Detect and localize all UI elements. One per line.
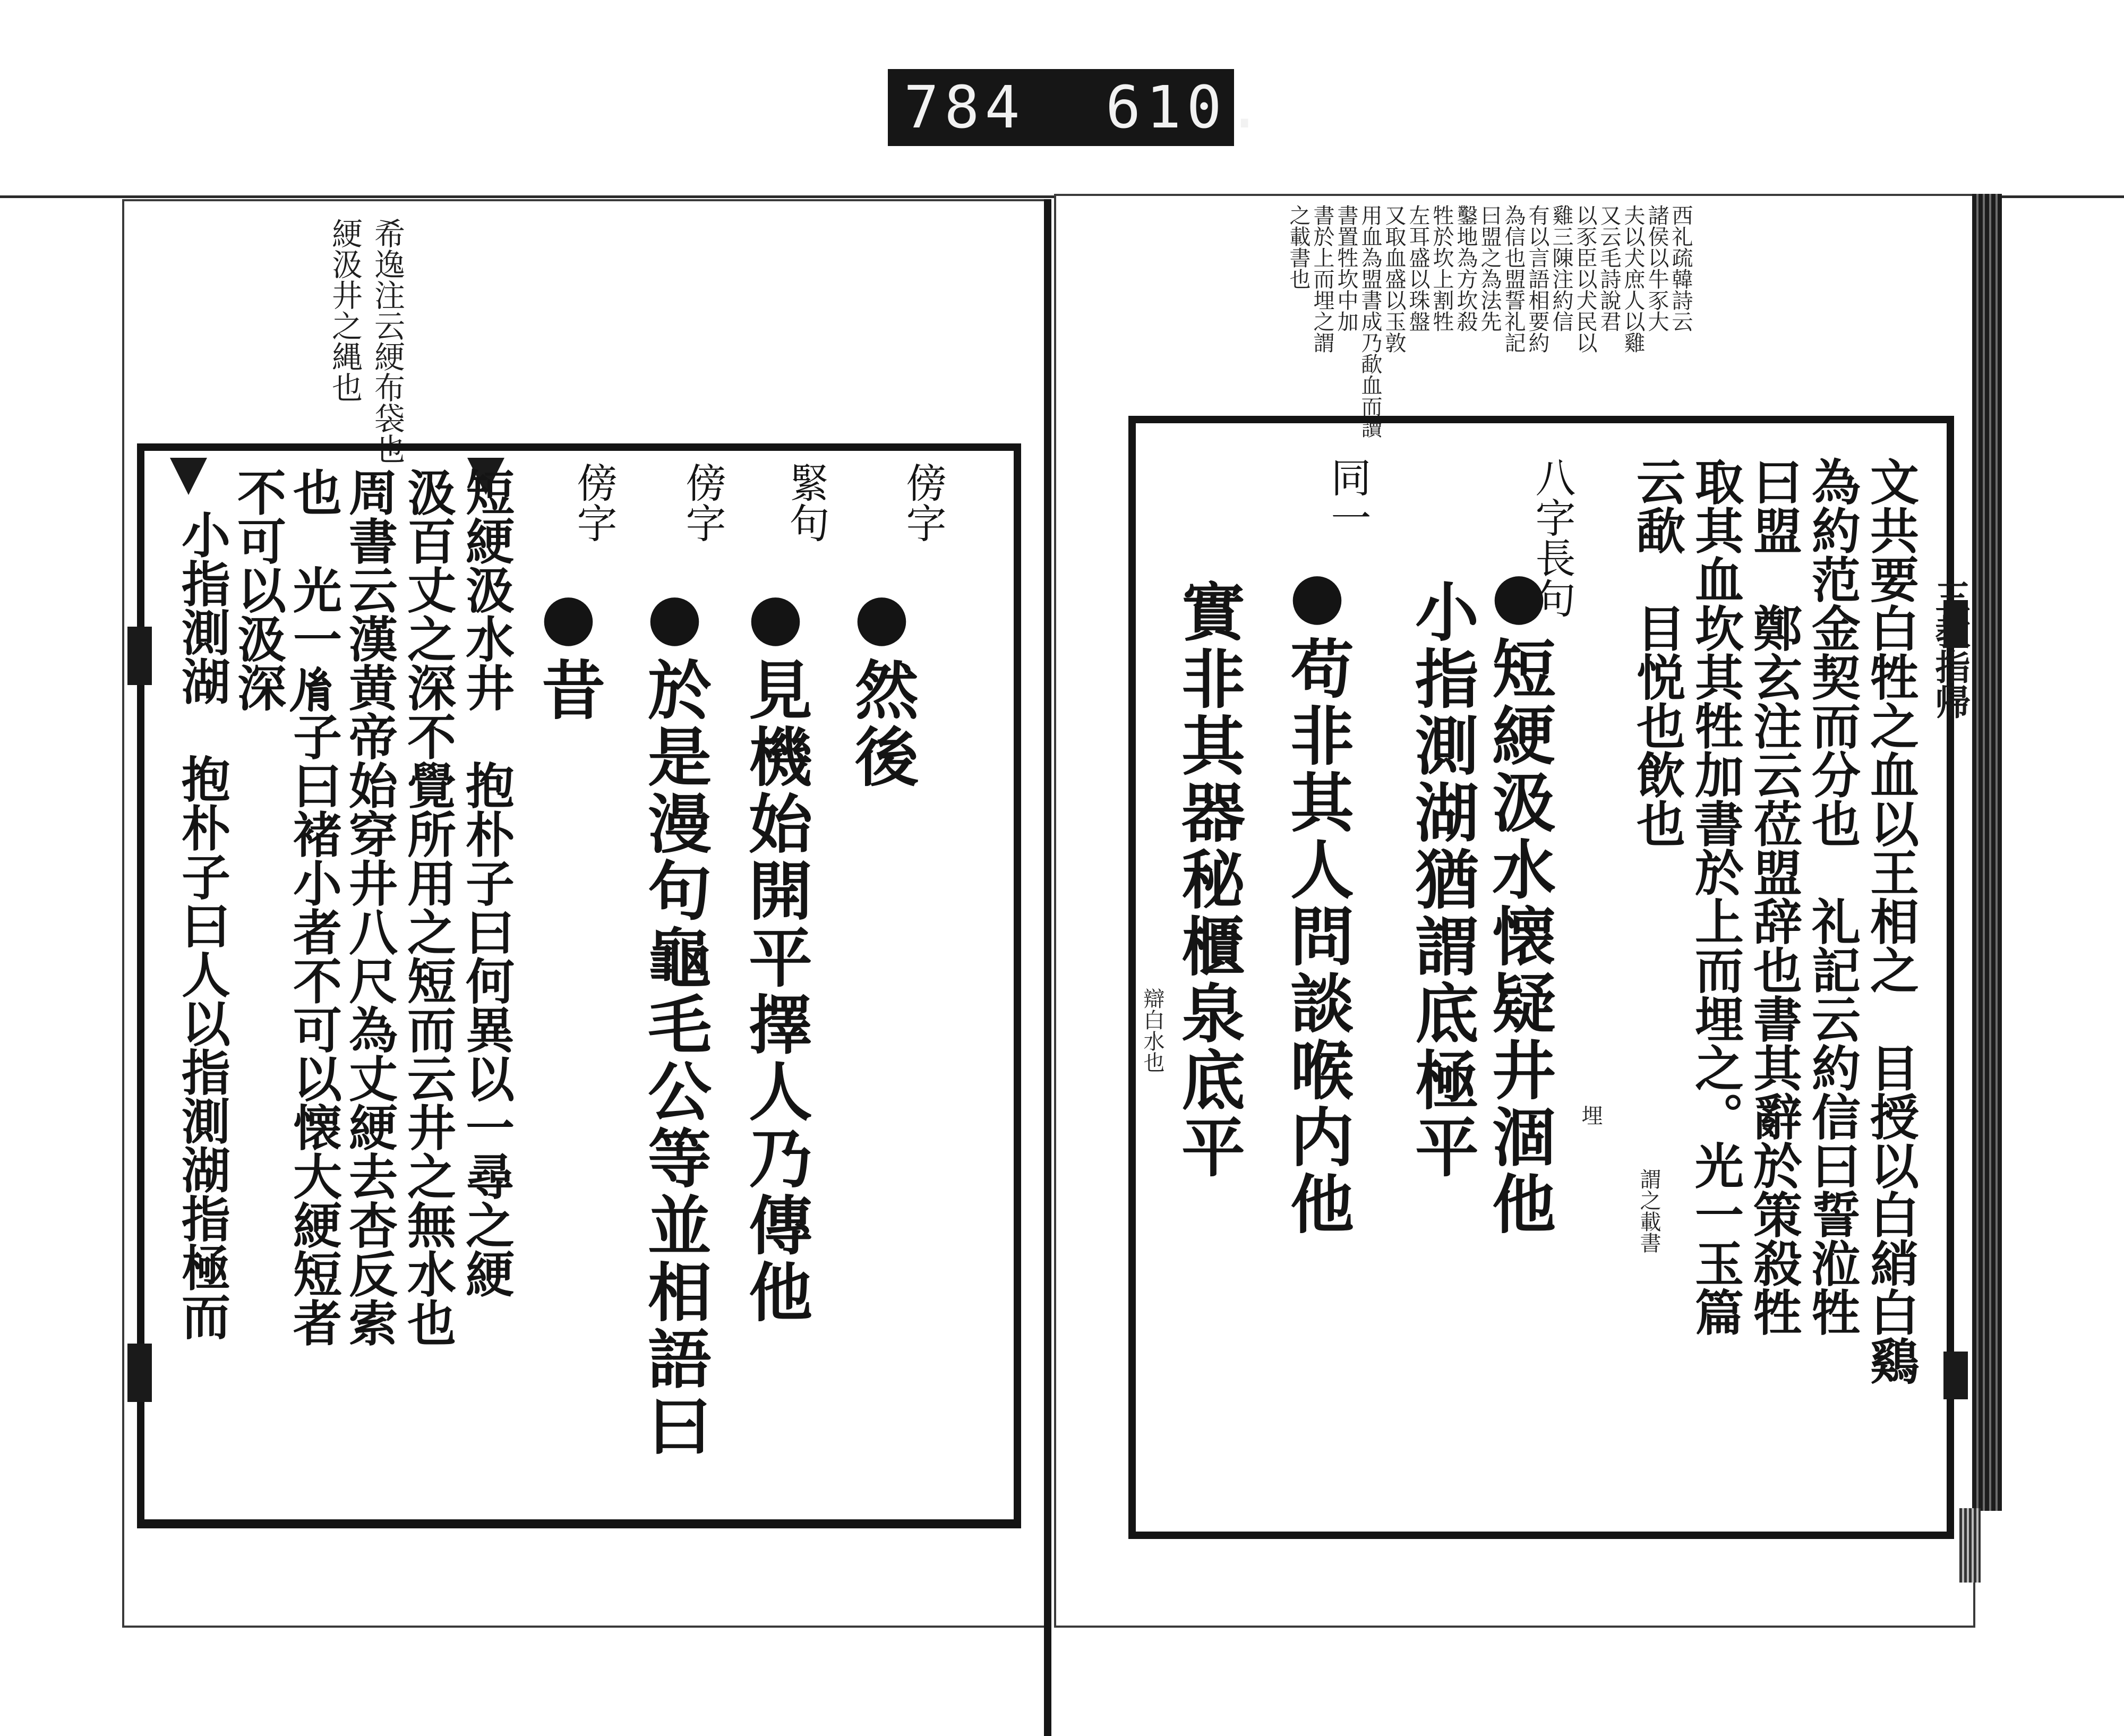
right-header-note-3: 夫以犬庶人以雞: [1621, 204, 1645, 353]
right-col-6: 八字長句: [1529, 457, 1576, 618]
left-col-1: 傍字: [900, 462, 947, 543]
right-header-note-4: 又云毛詩說君: [1597, 204, 1621, 332]
left-col-12: 也 光一𦙍子曰褚小者不可以懐大綆短者: [285, 467, 342, 1347]
left-col-3: 緊句: [783, 462, 830, 543]
side-note-1: 埋: [1578, 1105, 1603, 1126]
margin-title: 三教指帰: [1929, 579, 1971, 719]
page-edge-stack: [1959, 1508, 1981, 1583]
right-header-note-17: 之載書也: [1286, 204, 1311, 289]
right-header-note-11: 牲於坎上割牲: [1429, 204, 1454, 332]
right-col-1: 文共要白牲之血以王相之 目授以白綃白鷄: [1862, 457, 1920, 1385]
left-side-tab-1: [127, 627, 152, 685]
right-side-tab-2: [1943, 1352, 1968, 1399]
right-col-5: 云歃 目悦也飲也: [1629, 457, 1686, 848]
side-note-3: 辯白水也: [1140, 988, 1164, 1073]
catalog-label: [888, 69, 1267, 146]
right-col-9: 同一: [1324, 457, 1372, 537]
side-note-2: 謂之載書: [1637, 1168, 1661, 1253]
left-header-note-2: 綆汲井之縄也: [327, 218, 363, 403]
right-header-note-2: 諸侯以牛豕大: [1645, 204, 1669, 332]
left-header-note-1: 希逸注云綆布袋也: [369, 218, 405, 464]
right-header-note-5: 以豕臣以犬民以: [1573, 204, 1597, 353]
left-col-14: 小指測湖 抱朴子曰人以指測湖指極而: [174, 510, 231, 1340]
book-gutter: [1044, 199, 1051, 1736]
left-col-13: 不可以汲深: [229, 467, 287, 712]
left-col-10: 汲百丈之深不覺所用之短而云井之無水也: [399, 467, 457, 1347]
right-header-note-6: 雞三陳注約信: [1549, 204, 1573, 332]
right-header-note-14: 用血為盟書成乃歃血而讀: [1358, 204, 1382, 438]
catalog-number-right: 610.: [1106, 73, 1267, 141]
right-col-2: 為約范金契而分也 礼記云約信曰誓涖牲: [1804, 457, 1861, 1336]
left-side-tab-2: [127, 1344, 152, 1402]
catalog-number-left: 784: [904, 73, 1025, 141]
right-col-10: ●苟非其人問談喉内他: [1280, 558, 1355, 1238]
right-header-note-12: 左耳盛以珠盤: [1406, 204, 1430, 332]
right-col-3: 曰盟 鄭玄注云莅盟辞也書其辭於策殺牲: [1745, 457, 1803, 1336]
left-col-9: 短綆汲水井 抱朴子曰何異以一尋之綆: [458, 467, 515, 1298]
left-col-8: ●昔: [531, 579, 606, 724]
left-col-11: 周書云漢黄帝始穿井八尺為丈綆去杏反索: [341, 467, 398, 1347]
left-col-7: 傍字: [570, 462, 618, 543]
right-header-note-1: 西礼疏韓詩云: [1668, 204, 1693, 332]
right-col-4: 取其血坎其牲加書於上而埋之。光一玉篇: [1687, 457, 1744, 1336]
right-header-note-7: 有以言語相要約: [1525, 204, 1549, 353]
book-spine-edge: [1972, 194, 2002, 1511]
right-header-note-13: 又取血盛以玉敦: [1382, 204, 1406, 353]
right-header-note-8: 為信也盟誓礼記: [1501, 204, 1526, 353]
left-col-4: ●見機始開平擇人乃傳他: [738, 579, 813, 1326]
left-col-2: ●然後: [844, 579, 919, 791]
right-header-note-10: 鑿地為方坎殺: [1453, 204, 1478, 332]
left-col-5: 傍字: [679, 462, 726, 543]
right-col-8: 小指測湖猶謂底極平: [1404, 579, 1479, 1181]
right-header-note-9: 曰盟之為法先: [1477, 204, 1502, 332]
left-col-6: ●於是漫句龜毛公等並相語曰: [637, 579, 712, 1460]
right-col-11: 實非其器秘櫃泉底平: [1171, 579, 1246, 1181]
right-header-note-16: 書於上而埋之謂: [1310, 204, 1334, 353]
right-col-7: ●短綆汲水懐疑井涸他: [1481, 558, 1556, 1238]
right-header-note-15: 書置牲坎中加: [1334, 204, 1358, 332]
left-frame-foot: [137, 1523, 1021, 1528]
